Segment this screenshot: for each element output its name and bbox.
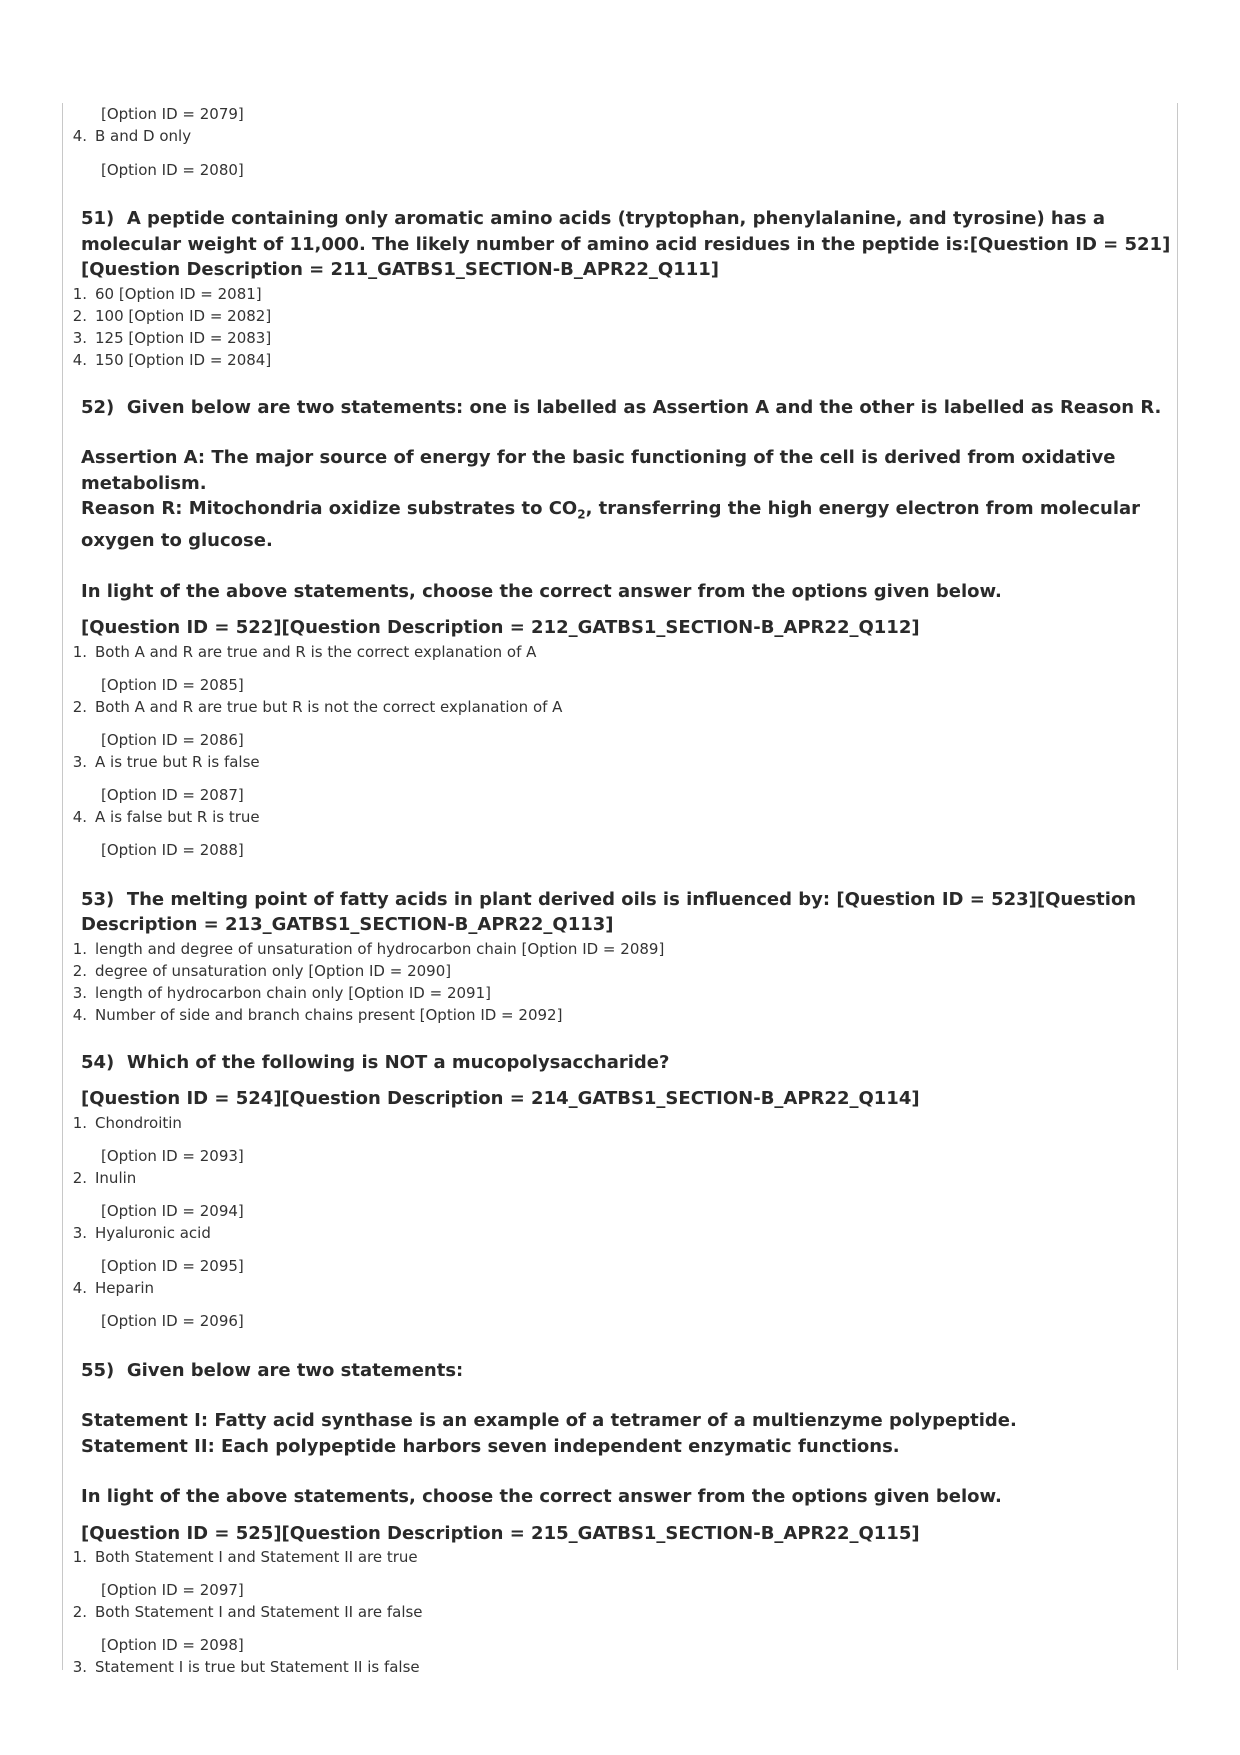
option-item: 3. length of hydrocarbon chain only [Option ID = 2091] bbox=[72, 983, 491, 1002]
option-item: 4. B and D only bbox=[72, 127, 192, 145]
option-item: 4. Heparin bbox=[72, 1278, 155, 1297]
option-id: [Option ID = 2098] bbox=[101, 1636, 244, 1655]
option-item: 4. Number of side and branch chains present [Option ID = 2092] bbox=[72, 1005, 563, 1024]
question-53: 53) The melting point of fatty acids in plant derived oils is influenced by: [Question ID = 523][Question Description = 213_GATBS1_SECTION-B_APR22_Q113] bbox=[81, 888, 1137, 936]
option-item: 1. 60 [Option ID = 2081] bbox=[72, 284, 262, 303]
option-item: 4. 150 [Option ID = 2084] bbox=[72, 350, 272, 369]
question-52: 52) Given below are two statements: one is labelled as Assertion A and the other is labelled as Reason R. bbox=[81, 396, 1162, 418]
option-item: 4. A is false but R is true bbox=[72, 807, 260, 826]
option-item: 2. Both A and R are true but R is not the correct explanation of A bbox=[72, 697, 563, 716]
option-id: [Option ID = 2093] bbox=[101, 1146, 244, 1165]
option-id: [Option ID = 2085] bbox=[101, 675, 244, 694]
option-item: 2. degree of unsaturation only [Option ID = 2090] bbox=[72, 961, 452, 980]
statement-1-text: Statement I: Fatty acid synthase is an example of a tetramer of a multienzyme polypeptide. bbox=[81, 1410, 1017, 1432]
option-item: 1. Chondroitin bbox=[72, 1113, 182, 1132]
option-id: [Option ID = 2095] bbox=[101, 1256, 244, 1275]
option-id: [Option ID = 2086] bbox=[101, 730, 244, 749]
instruction-text: In light of the above statements, choose the correct answer from the options given below. bbox=[81, 580, 1002, 602]
option-item: 2. Both Statement I and Statement II are false bbox=[72, 1603, 423, 1622]
option-id: [Option ID = 2097] bbox=[101, 1581, 244, 1600]
statement-2-text: Statement II: Each polypeptide harbors seven independent enzymatic functions. bbox=[81, 1435, 900, 1457]
option-item: 3. 125 [Option ID = 2083] bbox=[72, 328, 272, 347]
option-id: [Option ID = 2096] bbox=[101, 1311, 244, 1330]
option-item: 1. Both A and R are true and R is the correct explanation of A bbox=[72, 642, 537, 661]
option-item: 1. Both Statement I and Statement II are true bbox=[72, 1548, 418, 1567]
question-id: [Question ID = 524][Question Description = 214_GATBS1_SECTION-B_APR22_Q114] bbox=[81, 1088, 920, 1110]
option-id: [Option ID = 2094] bbox=[101, 1201, 244, 1220]
option-item: 2. 100 [Option ID = 2082] bbox=[72, 306, 272, 325]
option-id: [Option ID = 2088] bbox=[101, 840, 244, 859]
option-item: 2. Inulin bbox=[72, 1168, 137, 1187]
option-item: 3. Statement I is true but Statement II is false bbox=[72, 1658, 420, 1677]
question-51: 51) A peptide containing only aromatic amino acids (tryptophan, phenylalanine, and tyrosine) has a molecular weight of 11,000. The likely number of amino acid residues in the peptide is:[Question ID = 521][Question Description = 211_GATBS1_SECTION-B_APR22_Q111] bbox=[81, 208, 1171, 280]
option-id: [Option ID = 2080] bbox=[101, 161, 244, 179]
option-item: 3. Hyaluronic acid bbox=[72, 1223, 211, 1242]
question-54: 54) Which of the following is NOT a mucopolysaccharide? bbox=[81, 1051, 670, 1073]
question-id: [Question ID = 522][Question Description = 212_GATBS1_SECTION-B_APR22_Q112] bbox=[81, 617, 920, 639]
question-id: [Question ID = 525][Question Description = 215_GATBS1_SECTION-B_APR22_Q115] bbox=[81, 1522, 920, 1544]
reason-text: Reason R: Mitochondria oxidize substrates to $CO_2$, transferring the high energy electron from molecular oxygen to glucose. bbox=[81, 498, 1141, 552]
assertion-text: Assertion A: The major source of energy for the basic functioning of the cell is derived from oxidative metabolism. bbox=[81, 447, 1116, 494]
option-id: [Option ID = 2079] bbox=[101, 105, 244, 123]
option-item: 1. length and degree of unsaturation of hydrocarbon chain [Option ID = 2089] bbox=[72, 939, 665, 958]
option-item: 3. A is true but R is false bbox=[72, 752, 260, 771]
option-id: [Option ID = 2087] bbox=[101, 785, 244, 804]
question-55: 55) Given below are two statements: bbox=[81, 1359, 464, 1381]
instruction-text: In light of the above statements, choose the correct answer from the options given below. bbox=[81, 1486, 1002, 1508]
document-content bbox=[62, 103, 1178, 1678]
